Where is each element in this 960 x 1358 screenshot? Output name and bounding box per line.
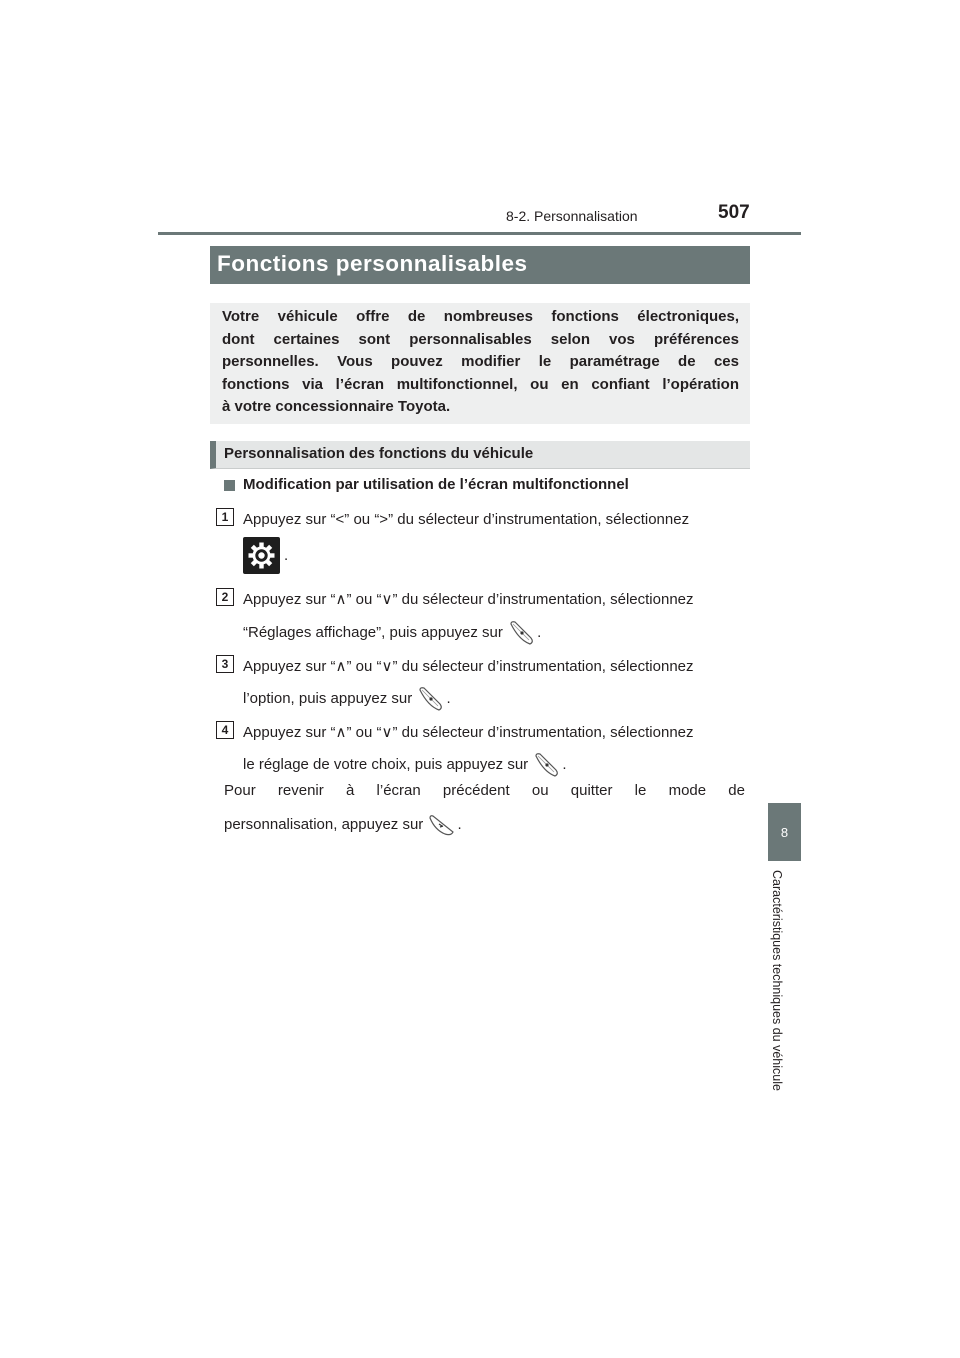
subheading-text: Personnalisation des fonctions du véhicule (224, 445, 534, 462)
step-1-line-1: Appuyez sur “<” ou “>” du sélecteur d’instrumentation, sélectionnez (243, 511, 690, 528)
step-4-line-1: Appuyez sur “∧” ou “∨” du sélecteur d’instrumentation, sélectionnez (243, 724, 694, 741)
footer-note-line-2-end: . (457, 815, 462, 833)
footer-note-line-2 (224, 810, 462, 840)
ok-button-icon (416, 684, 446, 714)
step-3-line-2 (243, 684, 451, 714)
step-4-line-2 (243, 750, 567, 780)
chapter-number: 8 (780, 824, 789, 840)
page-number: 507 (718, 202, 750, 223)
back-button-icon (427, 810, 457, 840)
gear-icon (243, 537, 280, 574)
ok-button-icon (532, 750, 562, 780)
header-rule (158, 232, 801, 235)
step-number-4: 4 (216, 721, 234, 739)
page-title-bar (210, 246, 750, 284)
intro-line: Votre véhicule offre de nombreuses fonctions électroniques, (222, 308, 739, 325)
bullet-square-icon (224, 480, 235, 491)
step-2-line-2-end: . (537, 623, 542, 641)
step-4-line-2-end: . (562, 755, 567, 773)
modification-heading: Modification par utilisation de l’écran multifonctionnel (243, 476, 629, 493)
step-number-3: 3 (216, 655, 234, 673)
ok-button-icon (507, 618, 537, 648)
intro-line: à votre concessionnaire Toyota. (222, 398, 451, 416)
section-label: 8-2. Personnalisation (506, 208, 638, 224)
step-3-line-2-end: . (446, 689, 451, 707)
step-2-line-2-text: “Réglages affichage”, puis appuyez sur (243, 623, 503, 641)
step-number-2: 2 (216, 588, 234, 606)
step-1-line-2: . (284, 547, 289, 564)
step-2-line-1: Appuyez sur “∧” ou “∨” du sélecteur d’instrumentation, sélectionnez (243, 591, 694, 608)
step-3-line-2-text: l’option, puis appuyez sur (243, 689, 413, 707)
section-subheading (210, 441, 750, 469)
chapter-tab (768, 803, 801, 861)
step-2-line-2 (243, 618, 541, 648)
intro-box (210, 303, 750, 424)
chapter-label: Caractéristiques techniques du véhicule (770, 870, 784, 1091)
footer-note-line-2-text: personnalisation, appuyez sur (224, 815, 424, 833)
step-number-1: 1 (216, 508, 234, 526)
intro-line: dont certaines sont personnalisables selon vos préférences (222, 330, 739, 348)
footer-note-line-1: Pour revenir à l’écran précédent ou quitter le mode de (224, 782, 745, 799)
intro-line: fonctions via l’écran multifonctionnel, ou en confiant l’opération (222, 375, 739, 393)
page-title: Fonctions personnalisables (217, 251, 528, 276)
intro-line: personnelles. Vous pouvez modifier le paramétrage de ces (222, 353, 739, 371)
step-4-line-2-text: le réglage de votre choix, puis appuyez sur (243, 755, 529, 773)
step-3-line-1: Appuyez sur “∧” ou “∨” du sélecteur d’instrumentation, sélectionnez (243, 658, 694, 675)
intro-text (222, 306, 739, 419)
